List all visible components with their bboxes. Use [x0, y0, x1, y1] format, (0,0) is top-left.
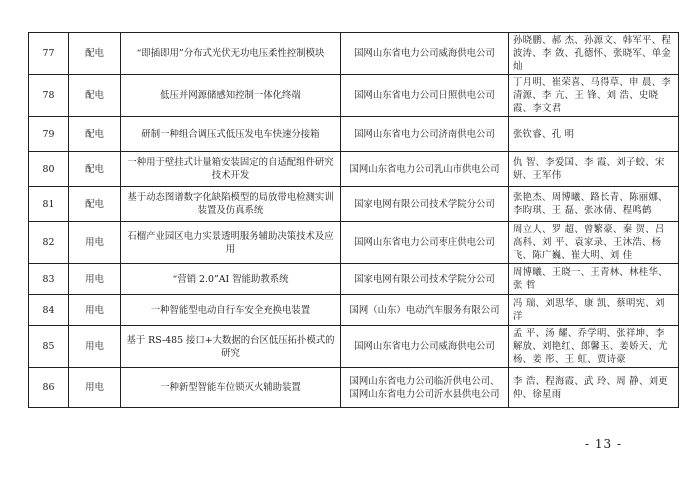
organization: 国网山东省电力公司日照供电公司 — [341, 75, 509, 117]
table-row — [29, 75, 679, 117]
row-number: 77 — [29, 33, 69, 75]
contributors: 周博曦、王晓一、王青林、林桂华、张 哲 — [509, 264, 679, 295]
contributors: 张艳杰、周博曦、路长青、陈丽娜、李昀琪、王 磊、张冰倩、程鸣鹤 — [509, 187, 679, 222]
row-number: 82 — [29, 222, 69, 264]
table-row — [29, 33, 679, 75]
project-name: 石榴产业园区电力实景透明服务辅助决策技术及应用 — [121, 222, 341, 264]
organization: 国网山东省电力公司济南供电公司 — [341, 117, 509, 152]
contributors: 李 浩、程海霞、武 玲、周 静、刘更仲、徐星雨 — [509, 368, 679, 408]
organization: 国家电网有限公司技术学院分公司 — [341, 264, 509, 295]
row-number: 83 — [29, 264, 69, 295]
contributors: 仇 智、李爱国、李 霞、刘子蛟、宋 妍、王军伟 — [509, 152, 679, 187]
table-row — [29, 368, 679, 408]
row-category: 用电 — [69, 326, 121, 368]
organization: 国网山东省电力公司枣庄供电公司 — [341, 222, 509, 264]
row-category: 用电 — [69, 295, 121, 326]
organization: 国网山东省电力公司威海供电公司 — [341, 326, 509, 368]
row-category: 配电 — [69, 33, 121, 75]
table-row — [29, 295, 679, 326]
row-number: 78 — [29, 75, 69, 117]
project-name: “营销 2.0”AI 智能助教系统 — [121, 264, 341, 295]
project-name: 一种新型智能车位锁灭火辅助装置 — [121, 368, 341, 408]
row-number: 80 — [29, 152, 69, 187]
contributors: 冯 瑞、刘思华、康 凯、蔡明宪、刘 洋 — [509, 295, 679, 326]
row-number: 86 — [29, 368, 69, 408]
project-name: 基于 RS-485 接口+大数据的台区低压拓扑模式的研究 — [121, 326, 341, 368]
row-category: 配电 — [69, 117, 121, 152]
awards-table — [28, 32, 679, 408]
organization: 国网（山东）电动汽车服务有限公司 — [341, 295, 509, 326]
row-number: 85 — [29, 326, 69, 368]
table-row — [29, 326, 679, 368]
project-name: 一种用于壁挂式计量箱安装固定的自适配组件研究技术开发 — [121, 152, 341, 187]
organization: 国网山东省电力公司乳山市供电公司 — [341, 152, 509, 187]
contributors: 丁月明、崔荣喜、马得草、申 晨、李清源、李 亢、王 锋、刘 浩、史晓霞、李文君 — [509, 75, 679, 117]
table-row — [29, 152, 679, 187]
contributors: 孙晓鹏、郝 杰、孙源文、韩军平、程波涛、李 敛、孔德怀、张晓军、单金灿 — [509, 33, 679, 75]
project-name: 基于动态图谱数字化缺陷模型的局放带电检测实训装置及仿真系统 — [121, 187, 341, 222]
project-name: “即插即用”分布式光伏无功电压柔性控制模块 — [121, 33, 341, 75]
row-number: 84 — [29, 295, 69, 326]
contributors: 周立人、罗 超、曾繁豪、秦 贺、吕高科、刘 平、袁家录、王沐浩、杨 飞、陈广巍、崔大明、刘 佳 — [509, 222, 679, 264]
page-number: - 13 - — [584, 437, 622, 451]
project-name: 一种智能型电动自行车安全充换电装置 — [121, 295, 341, 326]
row-category: 配电 — [69, 75, 121, 117]
organization: 国网山东省电力公司威海供电公司 — [341, 33, 509, 75]
contributors: 张钦睿、孔 明 — [509, 117, 679, 152]
row-category: 用电 — [69, 368, 121, 408]
row-number: 81 — [29, 187, 69, 222]
organization: 国网山东省电力公司临沂供电公司、国网山东省电力公司沂水县供电公司 — [341, 368, 509, 408]
table-row — [29, 222, 679, 264]
project-name: 研制一种组合调压式低压发电车快速分接箱 — [121, 117, 341, 152]
row-category: 用电 — [69, 222, 121, 264]
row-number: 79 — [29, 117, 69, 152]
row-category: 配电 — [69, 187, 121, 222]
table-row — [29, 187, 679, 222]
organization: 国家电网有限公司技术学院分公司 — [341, 187, 509, 222]
row-category: 用电 — [69, 264, 121, 295]
row-category: 配电 — [69, 152, 121, 187]
project-name: 低压并网源储感知控制一体化终端 — [121, 75, 341, 117]
contributors: 孟 平、汤 耀、乔学明、张祥坤、李解放、刘艳红、郎馨玉、姜娇天、尤 杨、姜 彤、王 虹、贾诗豪 — [509, 326, 679, 368]
table-row — [29, 264, 679, 295]
table-row — [29, 117, 679, 152]
